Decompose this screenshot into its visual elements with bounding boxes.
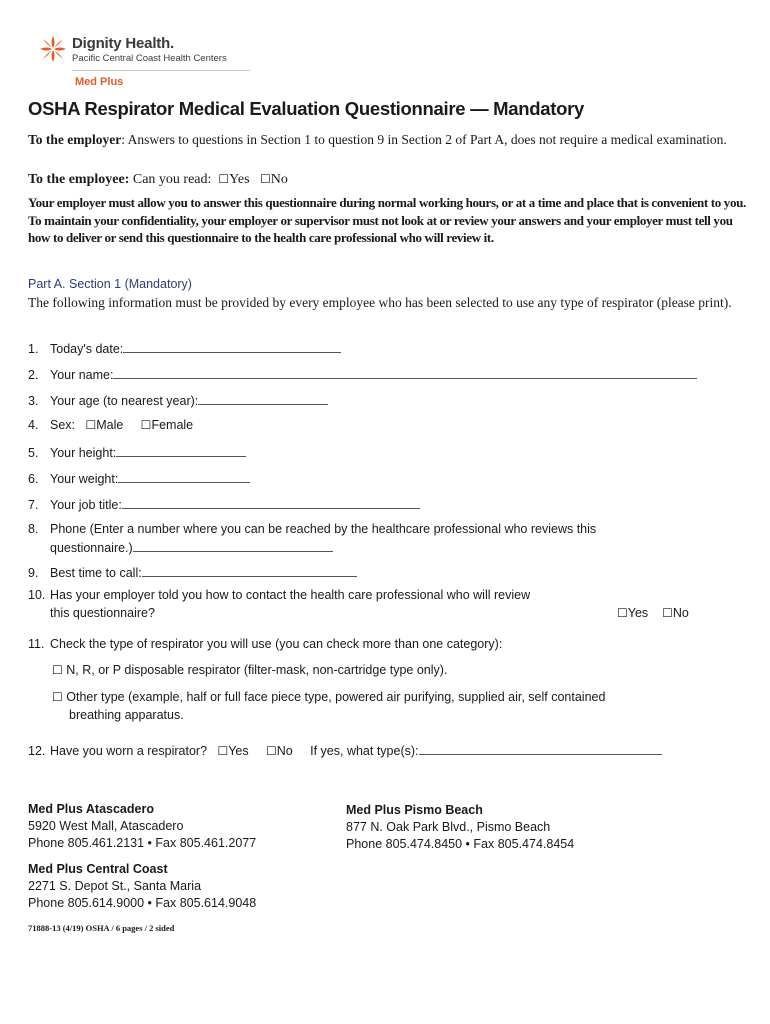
name-field[interactable] [113,366,697,379]
respirator-option-disposable [52,663,447,677]
question-label: Your weight: [50,472,119,486]
question-number: 11. [28,637,45,651]
phone-field[interactable] [133,539,333,552]
option-label: breathing apparatus. [69,708,184,722]
question-label: Phone (Enter a number where you can be reached by the healthcare professional who reviews this [50,522,597,536]
question-label: Today's date: [50,342,124,356]
can-you-read-label: Can you read: [132,172,212,187]
question-number: 7. [28,498,39,512]
question-label: Your height: [50,446,117,460]
q10-no-checkbox[interactable]: ☐ [662,606,673,620]
question-3 [28,392,328,408]
q10-yes-checkbox[interactable]: ☐ [617,606,628,620]
question-8 [28,522,596,536]
location-phone: Phone 805.461.2131 • Fax 805.461.2077 [28,836,257,850]
location-central-coast [28,861,256,912]
employee-notice: Your employer must allow you to answer this questionnaire during normal working hours, or at a time and place that is convenient to you. To maintain your confidentiality, your employer or supervisor must not look at or review your answers and your employer must tell you how to deliver or send this questionnaire to the health care professional who will review it. [28,195,746,245]
other-respirator-checkbox[interactable]: ☐ [52,690,63,704]
form-code: 71888-13 (4/19) OSHA / 6 pages / 2 sided [28,923,175,933]
dignity-health-logo-icon [38,34,68,64]
employer-text: : Answers to questions in Section 1 to question 9 in Section 2 of Part A, does not require a medical examination. [121,132,727,147]
question-6 [28,470,250,486]
respirator-option-other [52,690,605,704]
location-address: 5920 West Mall, Atascadero [28,819,184,833]
question-label: this questionnaire? [50,606,155,620]
section-intro: The following information must be provided by every employee who has been selected to use any type of respirator (please print). [28,295,732,310]
question-4 [28,418,193,432]
question-10-cont [50,606,155,620]
read-yes-checkbox[interactable]: ☐ [218,172,230,186]
job-title-field[interactable] [122,496,420,509]
question-7 [28,496,420,512]
brand-subtitle: Pacific Central Coast Health Centers [72,53,227,64]
question-11 [28,637,502,651]
question-number: 12. [28,744,46,758]
question-number: 6. [28,472,39,486]
sex-female-label: Female [151,418,194,432]
sub-brand: Med Plus [75,76,124,88]
question-9 [28,564,357,580]
respirator-type-field[interactable] [419,742,662,755]
question-number: 4. [28,418,39,432]
question-label: questionnaire.) [50,541,133,555]
question-label: Your age (to nearest year): [50,394,199,408]
height-field[interactable] [116,444,246,457]
read-no-label: No [270,172,288,187]
option-label: Other type (example, half or full face piece type, powered air purifying, supplied air, self contained [66,690,606,704]
question-label: Your job title: [50,498,122,512]
question-number: 9. [28,566,39,580]
question-2 [28,366,697,382]
read-no-checkbox[interactable]: ☐ [260,172,271,186]
question-label: If yes, what type(s): [310,744,419,758]
page-title: OSHA Respirator Medical Evaluation Questionnaire — Mandatory [28,98,584,119]
q12-no-label: No [276,744,293,758]
employer-note [28,131,746,148]
question-10 [28,588,530,602]
q12-yes-label: Yes [228,744,249,758]
location-address: 2271 S. Depot St., Santa Maria [28,879,202,893]
logo [38,33,238,93]
read-yes-label: Yes [229,172,250,187]
question-number: 8. [28,522,39,536]
todays-date-field[interactable] [123,340,341,353]
employer-label: To the employer [28,132,122,147]
q10-no-label: No [672,606,689,620]
question-5 [28,444,246,460]
question-label: Sex: [50,418,76,432]
disposable-respirator-checkbox[interactable]: ☐ [52,663,63,677]
question-number: 3. [28,394,39,408]
weight-field[interactable] [118,470,250,483]
age-field[interactable] [198,392,328,405]
sex-male-label: Male [96,418,124,432]
question-12 [28,742,662,758]
logo-divider [72,70,250,71]
question-label: Your name: [50,368,114,382]
location-name: Med Plus Pismo Beach [346,803,483,817]
question-1 [28,340,341,356]
question-number: 5. [28,446,39,460]
q10-yes-label: Yes [627,606,649,620]
sex-female-checkbox[interactable]: ☐ [140,418,152,432]
question-10-options [617,606,689,620]
section-heading: Part A. Section 1 (Mandatory) [28,277,192,291]
option-label: N, R, or P disposable respirator (filter-mask, non-cartridge type only). [66,663,448,677]
location-name: Med Plus Atascadero [28,802,154,816]
question-number: 2. [28,368,39,382]
brand-name: Dignity Health. [72,35,175,52]
respirator-option-other-cont [69,708,184,722]
q12-yes-checkbox[interactable]: ☐ [217,744,229,758]
location-name: Med Plus Central Coast [28,862,168,876]
best-time-field[interactable] [142,564,357,577]
location-phone: Phone 805.614.9000 • Fax 805.614.9048 [28,896,257,910]
question-label: Best time to call: [50,566,142,580]
question-label: Check the type of respirator you will use (you can check more than one category): [50,637,503,651]
question-number: 10. [28,588,46,602]
question-label: Have you worn a respirator? [50,744,208,758]
sex-male-checkbox[interactable]: ☐ [85,418,97,432]
q12-no-checkbox[interactable]: ☐ [266,744,277,758]
location-pismo-beach [346,802,574,853]
location-address: 877 N. Oak Park Blvd., Pismo Beach [346,820,551,834]
question-8-cont [50,539,333,555]
question-label: Has your employer told you how to contact the health care professional who will review [50,588,531,602]
question-number: 1. [28,342,39,356]
employee-read-question [28,171,746,188]
location-phone: Phone 805.474.8450 • Fax 805.474.8454 [346,837,575,851]
employee-label: To the employee: [28,172,130,187]
location-atascadero [28,801,256,852]
